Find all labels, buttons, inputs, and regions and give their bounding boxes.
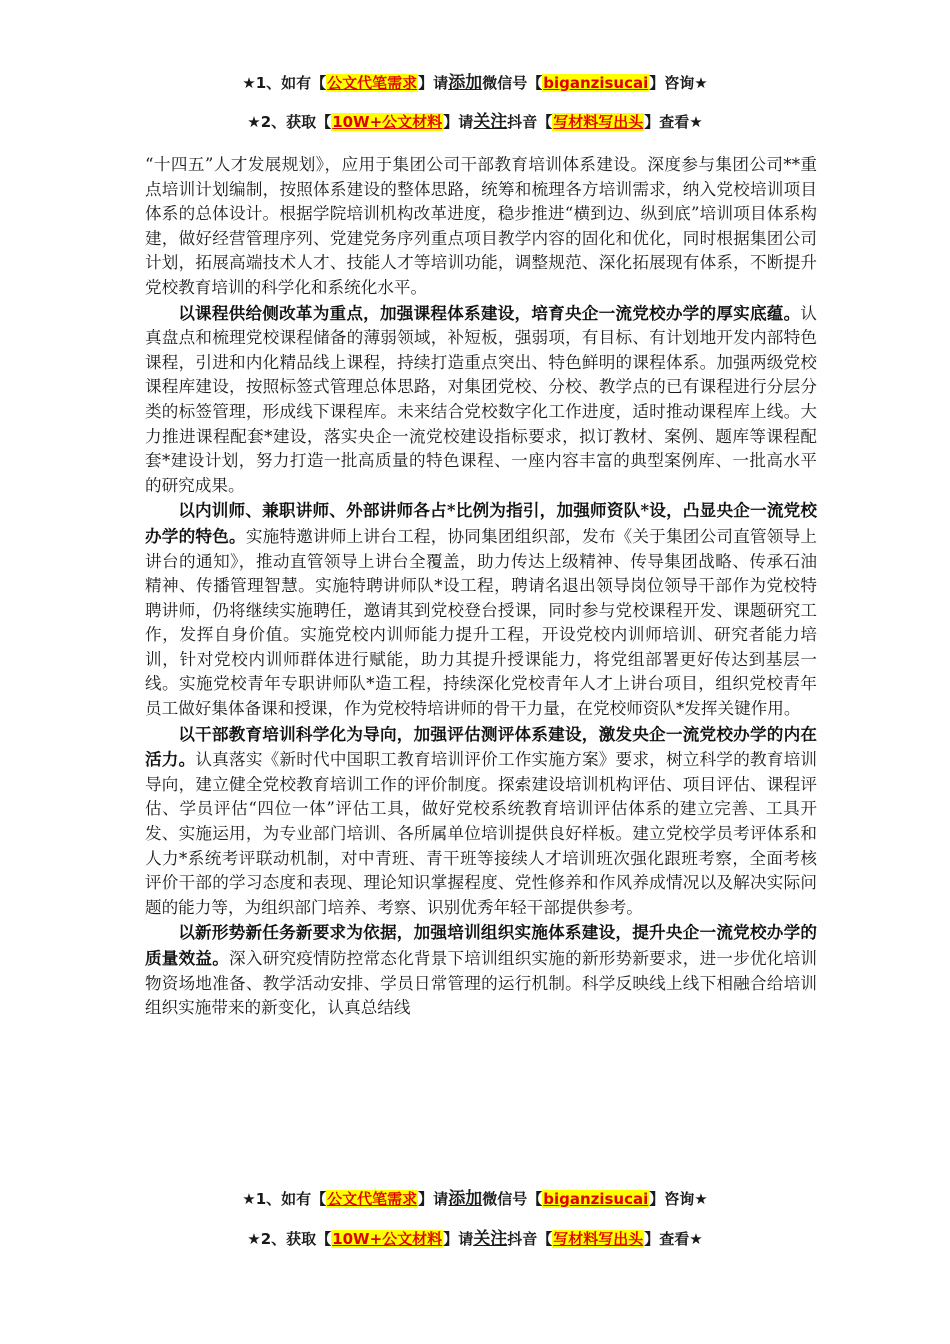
banner-1-mid2: 微信号【: [482, 74, 543, 92]
paragraph-2-text: 认真盘点和梳理党校课程储备的薄弱领域，补短板，强弱项，有目标、有计划地开发内部特色课程，引进和内化精品线上课程，持续打造重点突出、特色鲜明的课程体系。加强两级党校课程库建设，按照标签式管理总体思路，对集团党校、分校、教学点的已有课程进行分层分类的标签管理，形成线下课程库。未来结合党校数字化工作进度，适时推动课程库上线。大力推进课程配套*建设，落实央企一流党校建设指标要求，拟订教材、案例、题库等课程配套*建设计划，努力打造一批高质量的特色课程、一座内容丰富的典型案例库、一批高水平的研究成果。: [145, 303, 817, 495]
footer-1-mid1: 】请: [418, 1190, 449, 1208]
paragraph-5-text: 深入研究疫情防控常态化背景下培训组织实施的新形势新要求，进一步优化培训物资场地准备、教学活动安排、学员日常管理的运行机制。科学反映线上线下相融合给培训组织实施带来的新变化，认真总结线: [145, 949, 818, 1018]
footer-2-mid2: 抖音【: [507, 1230, 553, 1248]
banner-1-mid1: 】请: [418, 74, 449, 92]
footer-2-follow-text: 关注: [473, 1229, 508, 1249]
banner-2-mid1: 】请: [443, 113, 474, 131]
footer-2-highlight-materials: 10W+公文材料: [332, 1230, 443, 1248]
footer-2-suffix: 】查看★: [644, 1230, 703, 1248]
banner-2-douyin-id: 写材料写出头: [553, 113, 644, 131]
banner-1-highlight-service: 公文代笔需求: [327, 74, 418, 92]
paragraph-2: [145, 301, 817, 499]
banner-2-highlight-materials: 10W+公文材料: [332, 113, 443, 131]
banner-2-suffix: 】查看★: [644, 113, 703, 131]
document-body: [145, 153, 817, 1021]
footer-2-mid1: 】请: [443, 1230, 474, 1248]
banner-1-suffix: 】咨询★: [649, 74, 708, 92]
banner-2-prefix: ★2、获取【: [247, 113, 332, 131]
paragraph-4-text: 认真落实《新时代中国职工教育培训评价工作实施方案》要求，树立科学的教育培训导向，建立健全党校教育培训工作的评价制度。探索建设培训机构评估、项目评估、课程评估、学员评估“四位一体”评估工具，做好党校系统教育培训评估体系的建立完善、工具开发、实施运用，为专业部门培训、各所属单位培训提供良好样板。建立党校学员考评体系和人力*系统考评联动机制，对中青班、青干班等接续人才培训班次强化跟班考察，全面考核评价干部的学习态度和表现、理论知识掌握程度、党性修养和作风养成情况以及解决实际问题的能力等，为组织部门培养、考察、识别优秀年轻干部提供参考。: [145, 750, 818, 917]
footer-2-douyin-id: 写材料写出头: [553, 1230, 644, 1248]
footer-banner-1: [0, 1188, 950, 1210]
banner-2-mid2: 抖音【: [507, 113, 553, 131]
paragraph-1: “十四五”人才发展规划》，应用于集团公司干部教育培训体系建设。深度参与集团公司**重点培训计划编制，按照体系建设的整体思路，统筹和梳理各方培训需求，纳入党校培训项目体系的总体设计。根据学院培训机构改革进度，稳步推进“横到边、纵到底”培训项目体系构建，做好经营管理序列、党建党务序列重点项目教学内容的固化和优化，同时根据集团公司计划，拓展高端技术人才、技能人才等培训功能，调整规范、深化拓展现有体系，不断提升党校教育培训的科学化和系统化水平。: [145, 155, 817, 297]
footer-1-suffix: 】咨询★: [649, 1190, 708, 1208]
footer-banner-2: [0, 1228, 950, 1250]
paragraph-4-heading: 以干部教育培训科学化为导向，加强评估测评体系建设，激发央企一流党校办学的内在活力。: [145, 723, 817, 770]
header-banner-1: [0, 72, 950, 94]
footer-1-highlight-service: 公文代笔需求: [327, 1190, 418, 1208]
banner-1-add-text: 添加: [448, 73, 483, 93]
paragraph-2-heading: 以课程供给侧改革为重点，加强课程体系建设，培育央企一流党校办学的厚实底蕴。: [178, 302, 801, 323]
footer-1-add-text: 添加: [448, 1189, 483, 1209]
footer-2-prefix: ★2、获取【: [247, 1230, 332, 1248]
paragraph-3-text: 实施特邀讲师上讲台工程，协同集团组织部，发布《关于集团公司直管领导上讲台的通知》，推动直管领导上讲台全覆盖，助力传达上级精神、传导集团战略、传承石油精神、传播管理智慧。实施特聘讲师队*设工程，聘请名退出领导岗位领导干部作为党校特聘讲师，仍将继续实施聘任，邀请其到党校登台授课，同时参与党校课程开发、课题研究工作，发挥自身价值。实施党校内训师能力提升工程，开设党校内训师培训、研究者能力培训，针对党校内训师群体进行赋能，助力其提升授课能力，将党组部署更好传达到基层一线。实施党校青年专职讲师队*造工程，持续深化党校青年人才上讲台项目，组织党校青年员工做好集体备课和授课，作为党校特培讲师的骨干力量，在党校师资队*发挥关键作用。: [145, 526, 818, 719]
paragraph-5-heading: 以新形势新任务新要求为依据，加强培训组织实施体系建设，提升央企一流党校办学的质量效益。: [145, 922, 817, 968]
header-banner-2: [0, 111, 950, 133]
banner-1-prefix: ★1、如有【: [242, 74, 327, 92]
footer-1-mid2: 微信号【: [482, 1190, 543, 1208]
paragraph-3-heading: 以内训师、兼职讲师、外部讲师各占*比例为指引，加强师资队*设，凸显央企一流党校办学的特色。: [145, 500, 817, 546]
paragraph-5: [145, 920, 817, 1020]
footer-1-wechat-id: biganzisucai: [543, 1190, 649, 1208]
banner-1-wechat-id: biganzisucai: [543, 74, 649, 92]
paragraph-3: [145, 498, 817, 721]
footer-1-prefix: ★1、如有【: [242, 1190, 327, 1208]
paragraph-4: [145, 722, 817, 921]
banner-2-follow-text: 关注: [473, 112, 508, 132]
